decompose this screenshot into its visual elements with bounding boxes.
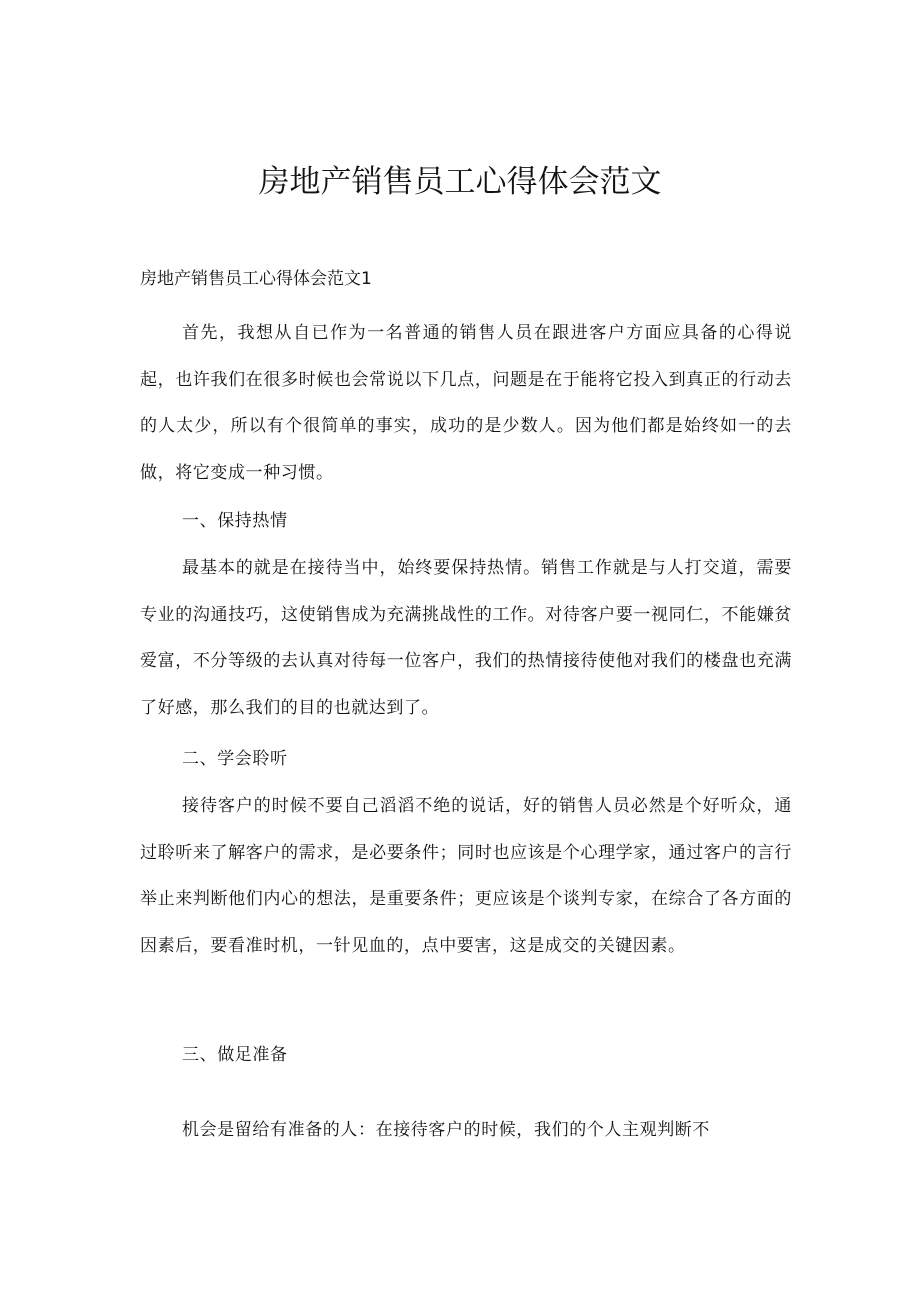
paragraph-listening: 接待客户的时候不要自己滔滔不绝的说话，好的销售人员必然是个好听众，通过聆听来了解客户的需求，是必要条件；同时也应该是个心理学家，通过客户的言行举止来判断他们内心的想法，是重要条件；更应该是个谈判专家，在综合了各方面的因素后，要看准时机，一针见血的，点中要害，这是成交的关键因素。 [140,796,792,956]
document-title: 房地产销售员工心得体会范文 [258,164,662,200]
section-heading-preparation: 三、做足准备 [182,1045,288,1065]
section-heading-enthusiasm: 一、保持热情 [182,511,288,531]
section-heading-listening: 二、学会聆听 [182,749,288,769]
document-subtitle: 房地产销售员工心得体会范文1 [140,269,372,289]
paragraph-preparation: 机会是留给有准备的人：在接待客户的时候，我们的个人主观判断不 [182,1120,710,1140]
paragraph-intro: 首先，我想从自已作为一名普通的销售人员在跟进客户方面应具备的心得说起，也许我们在很多时候也会常说以下几点，问题是在于能将它投入到真正的行动去的人太少，所以有个很简单的事实，成功的是少数人。因为他们都是始终如一的去做，将它变成一种习惯。 [140,323,792,483]
paragraph-enthusiasm: 最基本的就是在接待当中，始终要保持热情。销售工作就是与人打交道，需要专业的沟通技巧，这使销售成为充满挑战性的工作。对待客户要一视同仁，不能嫌贫爱富，不分等级的去认真对待每一位客户，我们的热情接待使他对我们的楼盘也充满了好感，那么我们的目的也就达到了。 [140,558,792,718]
